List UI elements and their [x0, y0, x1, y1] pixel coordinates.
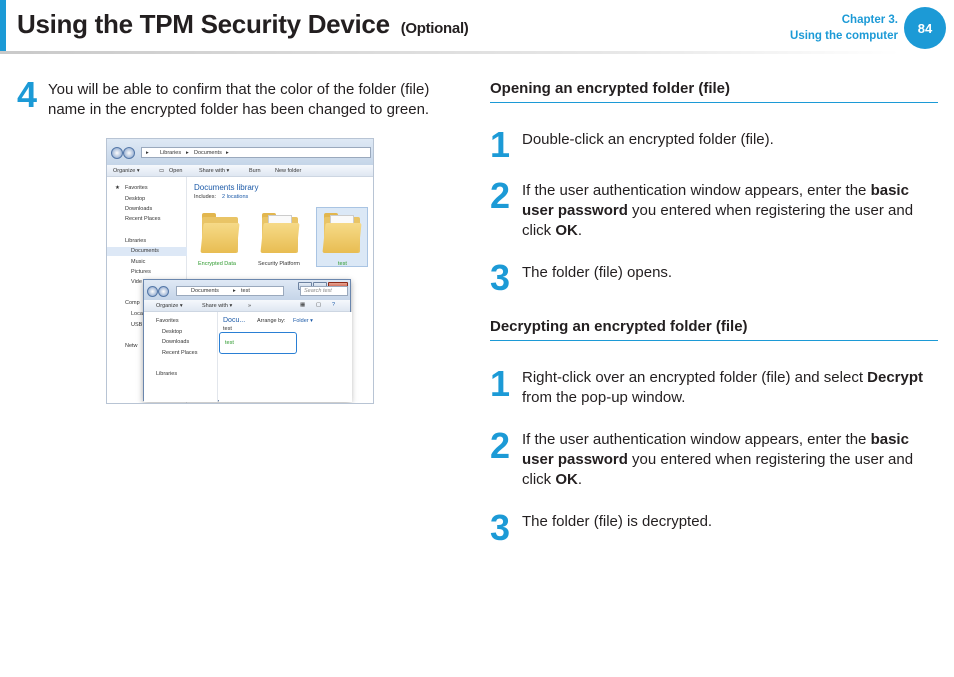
view-icon: ▦	[300, 302, 306, 308]
folder-icon	[260, 209, 300, 255]
library-title: Documents library	[194, 183, 259, 192]
chapter-title: Using the computer	[790, 30, 898, 42]
sidebar-item: Downloads	[162, 339, 190, 345]
step-number: 4	[17, 74, 38, 115]
folder-label: Security Platform	[258, 261, 300, 267]
library-subtitle: test	[223, 326, 232, 332]
step-text: If the user authentication window appears, enter the basic user password you entered when registering the user and click OK.	[522, 431, 914, 488]
step-text: The folder (file) is decrypted.	[522, 513, 713, 530]
chevron-right-icon: ▸	[226, 150, 229, 156]
section-title-open: Opening an encrypted folder (file)	[490, 80, 731, 97]
file-label-encrypted: test	[225, 340, 234, 346]
library-locations-link: 2 locations	[222, 194, 249, 200]
section-divider	[490, 102, 938, 103]
help-icon: ?	[332, 302, 336, 308]
forward-icon	[123, 147, 135, 159]
library-title: Docu...	[223, 317, 246, 324]
open-icon: ▭	[159, 168, 165, 174]
step-number: 2	[490, 425, 511, 466]
step-number: 3	[490, 507, 511, 548]
arrange-label: Arrange by:	[257, 318, 286, 324]
open-button: Open	[169, 168, 183, 174]
section-divider	[490, 340, 938, 341]
explorer-nav-bar	[107, 139, 373, 165]
folder-icon: ▸	[146, 150, 149, 156]
explorer-toolbar	[144, 300, 350, 312]
share-menu: Share with ▾	[202, 303, 233, 309]
chapter-label	[790, 12, 898, 44]
sidebar-item: Desktop	[125, 196, 146, 202]
sidebar-item: Documents	[131, 248, 159, 254]
new-folder-button: New folder	[275, 168, 302, 174]
breadcrumb-documents: Documents	[194, 150, 222, 156]
search-box	[300, 286, 348, 296]
sidebar-item: Desktop	[162, 329, 183, 335]
page-title: Using the TPM Security Device (Optional)	[17, 9, 469, 39]
folder-icon	[200, 209, 240, 255]
sidebar-item: Recent Places	[162, 350, 198, 356]
explorer-toolbar	[107, 165, 373, 177]
explorer-window-test	[143, 279, 351, 401]
sidebar-item: Netw	[125, 343, 138, 349]
header-accent-bar	[0, 0, 6, 52]
step-text: The folder (file) opens.	[522, 264, 673, 281]
more-menu: »	[248, 303, 252, 309]
step-text: If the user authentication window appears, enter the basic user password you entered when registering the user and click OK.	[522, 182, 914, 239]
library-includes-label: Includes:	[194, 194, 217, 200]
organize-menu: Organize ▾	[156, 303, 183, 309]
chapter-number: Chapter 3.	[841, 14, 898, 26]
explorer-nav-bar	[144, 280, 350, 300]
arrange-folder-menu: Folder ▾	[293, 318, 313, 324]
preview-icon: ▢	[316, 302, 322, 308]
address-bar	[141, 147, 371, 158]
sidebar-item: Favorites	[125, 185, 148, 191]
step-text: You will be able to confirm that the color of the folder (file) name in the encrypted folder has been changed to green.	[48, 81, 430, 118]
share-menu: Share with ▾	[199, 168, 230, 174]
sidebar-item: Downloads	[125, 206, 153, 212]
star-icon: ★	[115, 185, 120, 191]
header-divider	[0, 51, 900, 54]
burn-button: Burn	[249, 168, 261, 174]
breadcrumb-test: test	[241, 288, 250, 294]
sidebar-item: USB	[131, 322, 143, 328]
folder-label-encrypted: test	[338, 261, 347, 267]
search-placeholder: Search test	[304, 288, 332, 294]
sidebar-item: Music	[131, 259, 146, 265]
folder-icon	[322, 209, 362, 255]
organize-menu: Organize ▾	[113, 168, 140, 174]
page-number-badge: 84	[904, 7, 946, 49]
step-number: 3	[490, 257, 511, 298]
sidebar-item: Comp	[125, 300, 140, 306]
step-text: Right-click over an encrypted folder (file) and select Decrypt from the pop-up window.	[522, 369, 924, 406]
chevron-right-icon: ▸	[233, 288, 236, 294]
address-bar	[176, 286, 284, 296]
sidebar-item: Libraries	[125, 238, 147, 244]
sidebar-item: Recent Places	[125, 216, 161, 222]
sidebar-item: Pictures	[131, 269, 151, 275]
back-icon	[111, 147, 123, 159]
back-icon	[147, 286, 158, 297]
folder-label-encrypted: Encrypted Data	[198, 261, 236, 267]
explorer-screenshot	[106, 138, 374, 404]
section-title-decrypt: Decrypting an encrypted folder (file)	[490, 318, 748, 335]
explorer-sidebar	[144, 312, 218, 402]
step-number: 2	[490, 175, 511, 216]
sidebar-item: Vide	[131, 279, 142, 285]
sidebar-item: Libraries	[156, 371, 178, 377]
step-number: 1	[490, 363, 511, 404]
page-title-suffix: (Optional)	[400, 20, 469, 37]
sidebar-item: Loca	[131, 311, 143, 317]
step-text: Double-click an encrypted folder (file).	[522, 131, 774, 148]
forward-icon	[158, 286, 169, 297]
breadcrumb-libraries: Libraries	[160, 150, 182, 156]
breadcrumb-documents: Documents	[191, 288, 219, 294]
explorer-main-pane	[219, 312, 352, 402]
sidebar-item: Favorites	[156, 318, 179, 324]
step-number: 1	[490, 124, 511, 165]
chevron-right-icon: ▸	[186, 150, 189, 156]
